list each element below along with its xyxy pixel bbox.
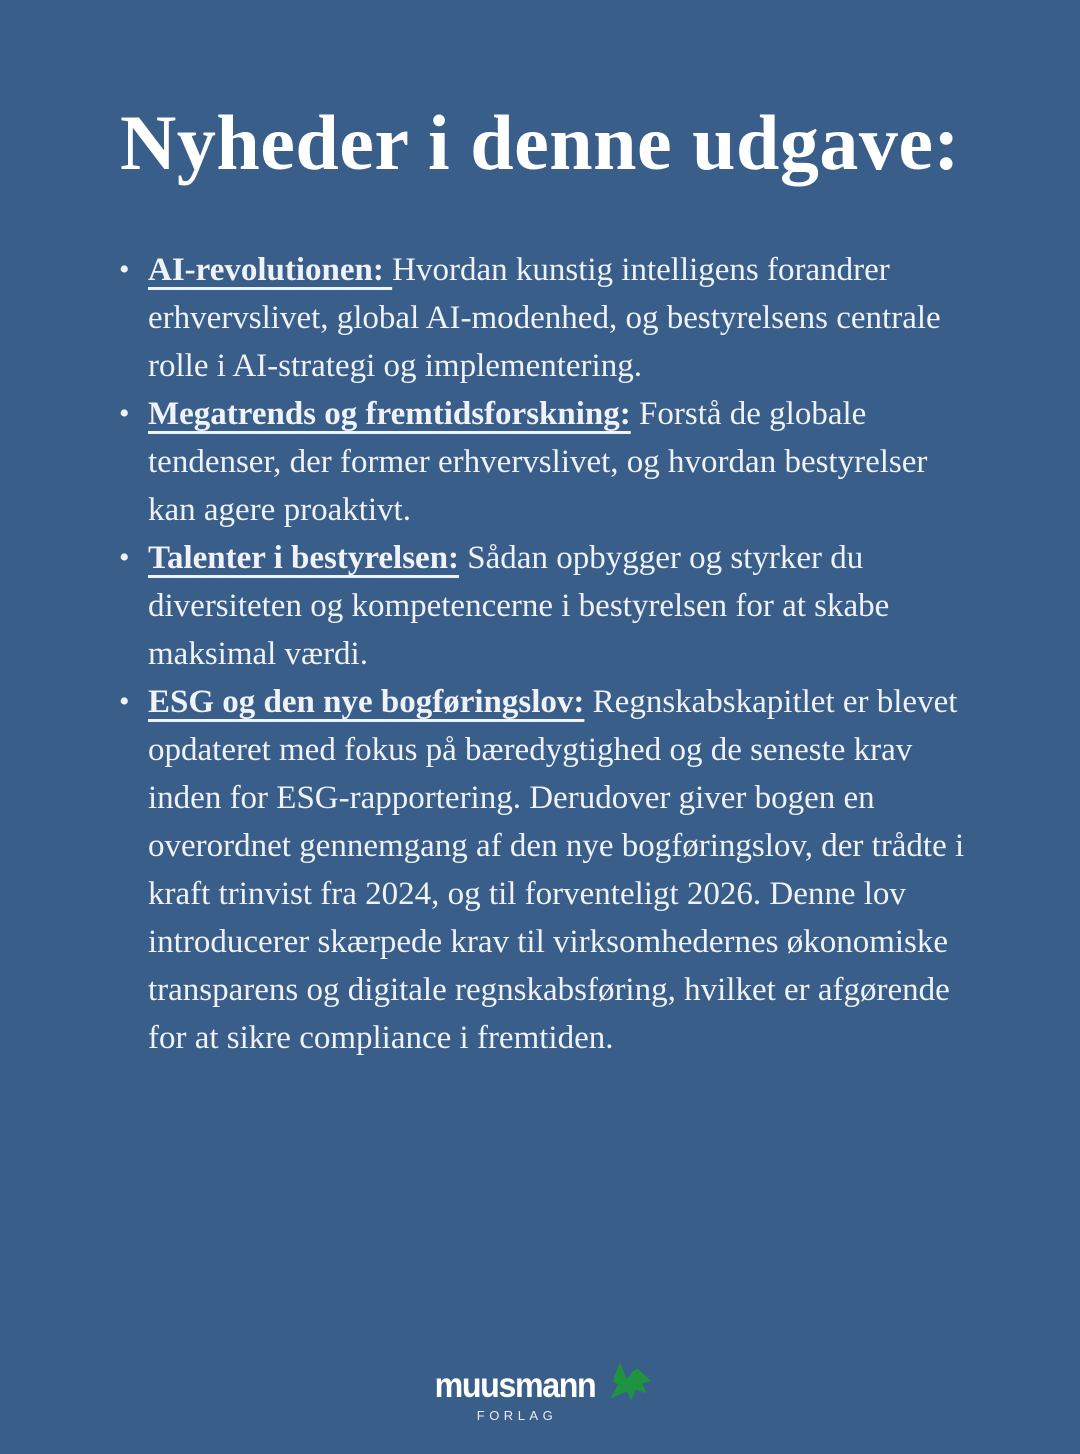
list-item xyxy=(148,534,972,678)
bullet-text: Sådan opbygger og styrker du diversiteten og kompetencerne i bestyrelsen for at skabe maksimal værdi. xyxy=(148,540,890,672)
bullet-lead: AI-revolutionen: xyxy=(148,252,393,288)
publisher-wordmark-block xyxy=(428,1358,603,1422)
publisher-subtitle: FORLAG xyxy=(476,1408,558,1423)
bullet-text: Regnskabskapitlet er blevet opdateret med fokus på bæredygtighed og de seneste krav inden for ESG-rapportering. Derudover giver bogen en overordnet gennemgang af den nye bogføringslov, der trådte i kraft trinvist fra 2024, og til forventeligt 2026. Denne lov introducerer skærpede krav til virksomhedernes økonomiske transparens og digitale regnskabsføring, hvilket er afgørende for at sikre compliance i fremtiden. xyxy=(148,684,965,1056)
page-title: Nyheder i denne udgave: xyxy=(120,99,960,186)
publisher-logo xyxy=(428,1358,653,1422)
list-item xyxy=(148,390,972,534)
bullet-text: Forstå de globale tendenser, der former erhvervslivet, og hvordan bestyrelser kan agere proaktivt. xyxy=(148,396,928,528)
poster xyxy=(0,99,1080,1454)
list-item xyxy=(148,246,972,390)
bullet-lead: ESG og den nye bogføringslov: xyxy=(148,684,585,720)
bullet-lead: Talenter i bestyrelsen: xyxy=(148,540,460,576)
green-dove-icon xyxy=(604,1358,652,1408)
bullet-list xyxy=(148,246,972,1062)
publisher-wordmark: muusmann xyxy=(434,1366,596,1405)
bullet-lead: Megatrends og fremtidsforskning: xyxy=(148,396,631,432)
list-item xyxy=(148,678,972,1062)
bullet-text: Hvordan kunstig intelligens forandrer erhvervslivet, global AI-modenhed, og bestyrelsens centrale rolle i AI-strategi og implementering. xyxy=(148,252,941,384)
